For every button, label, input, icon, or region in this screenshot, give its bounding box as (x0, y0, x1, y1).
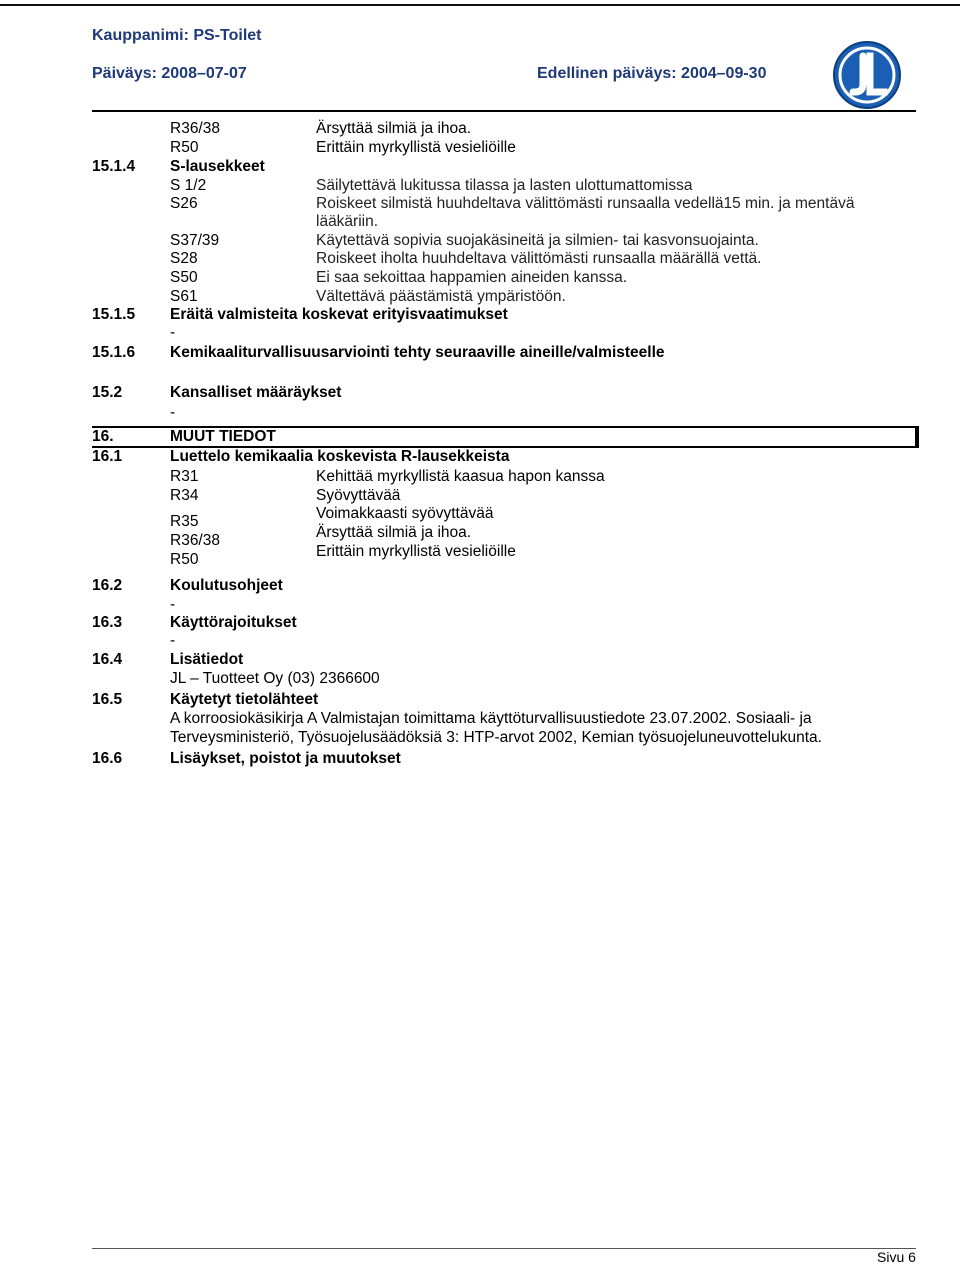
section-number: 15.1.4 (92, 158, 136, 175)
s-phrase-code: S 1/2 (170, 177, 207, 194)
product-name: Kauppanimi: PS-Toilet (92, 27, 262, 44)
r-phrase-code: R31 (170, 468, 199, 485)
s-phrase-text: Säilytettävä lukitussa tilassa ja lasten ulottumattomissa (316, 177, 693, 194)
section-number: 15.1.5 (92, 306, 136, 323)
r-phrase-code: R36/38 (170, 532, 220, 549)
page-number: Sivu 6 (877, 1249, 916, 1265)
section-number: 16. (92, 428, 114, 445)
s-phrase-code: S50 (170, 269, 198, 286)
r-phrase-text: Ärsyttää silmiä ja ihoa. (316, 524, 472, 541)
contact-text: JL – Tuotteet Oy (03) 2366600 (170, 670, 380, 687)
s-phrase-text-continued: lääkäriin. (316, 213, 379, 230)
previous-date: Edellinen päiväys: 2004–09-30 (537, 65, 767, 82)
section-number: 16.2 (92, 577, 123, 594)
phrase-code: R50 (170, 139, 199, 156)
section-title: Lisätiedot (170, 651, 244, 668)
footer-rule (92, 1248, 916, 1249)
s-phrase-text: Ei saa sekoittaa happamien aineiden kanssa. (316, 269, 628, 286)
s-phrase-text: Roiskeet iholta huuhdeltava välittömästi runsaalla määrällä vettä. (316, 250, 762, 267)
empty-dash: - (170, 324, 176, 341)
section-title: Lisäykset, poistot ja muutokset (170, 750, 401, 767)
s-phrase-code: S37/39 (170, 232, 220, 249)
r-phrase-code: R50 (170, 551, 199, 568)
section-number: 15.2 (92, 384, 123, 401)
r-phrase-code: R34 (170, 487, 199, 504)
r-phrase-text: Syövyttävää (316, 487, 401, 504)
section-title: Käytetyt tietolähteet (170, 691, 319, 708)
section-title: S-lausekkeet (170, 158, 265, 175)
r-phrase-code: R35 (170, 513, 199, 530)
empty-dash: - (170, 632, 176, 649)
section-title: Luettelo kemikaalia koskevista R-lausekkeista (170, 448, 510, 465)
top-border (0, 4, 960, 6)
section-number: 15.1.6 (92, 344, 136, 361)
section-number: 16.6 (92, 750, 123, 767)
s-phrase-text: Käytettävä sopivia suojakäsineitä ja silmien- tai kasvonsuojainta. (316, 232, 759, 249)
phrase-text: Erittäin myrkyllistä vesieliöille (316, 139, 516, 156)
section-number: 16.4 (92, 651, 123, 668)
phrase-text: Ärsyttää silmiä ja ihoa. (316, 120, 472, 137)
r-phrase-text: Voimakkaasti syövyttävää (316, 505, 494, 522)
section-title: Kansalliset määräykset (170, 384, 342, 401)
header-rule (92, 110, 916, 112)
section-title: Eräitä valmisteita koskevat erityisvaatimukset (170, 306, 508, 323)
section-number: 16.3 (92, 614, 123, 631)
empty-dash: - (170, 596, 176, 613)
s-phrase-code: S61 (170, 288, 198, 305)
section-title: Kemikaaliturvallisuusarviointi tehty seuraaville aineille/valmisteelle (170, 344, 665, 361)
company-logo (832, 40, 902, 110)
section-number: 16.1 (92, 448, 123, 465)
r-phrase-text: Erittäin myrkyllistä vesieliöille (316, 543, 516, 560)
s-phrase-code: S28 (170, 250, 198, 267)
sources-line: Terveysministeriö, Työsuojelusäädöksiä 3: HTP-arvot 2002, Kemian työsuojeluneuvottelukunta. (170, 729, 822, 746)
section-number: 16.5 (92, 691, 123, 708)
sources-line: A korroosiokäsikirja A Valmistajan toimittama käyttöturvallisuustiedote 23.07.2002. Sosiaali- ja (170, 710, 812, 727)
section-title: Koulutusohjeet (170, 577, 283, 594)
s-phrase-code: S26 (170, 195, 198, 212)
empty-dash: - (170, 404, 176, 421)
phrase-code: R36/38 (170, 120, 220, 137)
s-phrase-text: Vältettävä päästämistä ympäristöön. (316, 288, 566, 305)
section-title: MUUT TIEDOT (170, 428, 276, 445)
section-title: Käyttörajoitukset (170, 614, 297, 631)
document-date: Päiväys: 2008–07-07 (92, 65, 247, 82)
r-phrase-text: Kehittää myrkyllistä kaasua hapon kanssa (316, 468, 605, 485)
s-phrase-text: Roiskeet silmistä huuhdeltava välittömästi runsaalla vedellä15 min. ja mentävä (316, 195, 855, 212)
